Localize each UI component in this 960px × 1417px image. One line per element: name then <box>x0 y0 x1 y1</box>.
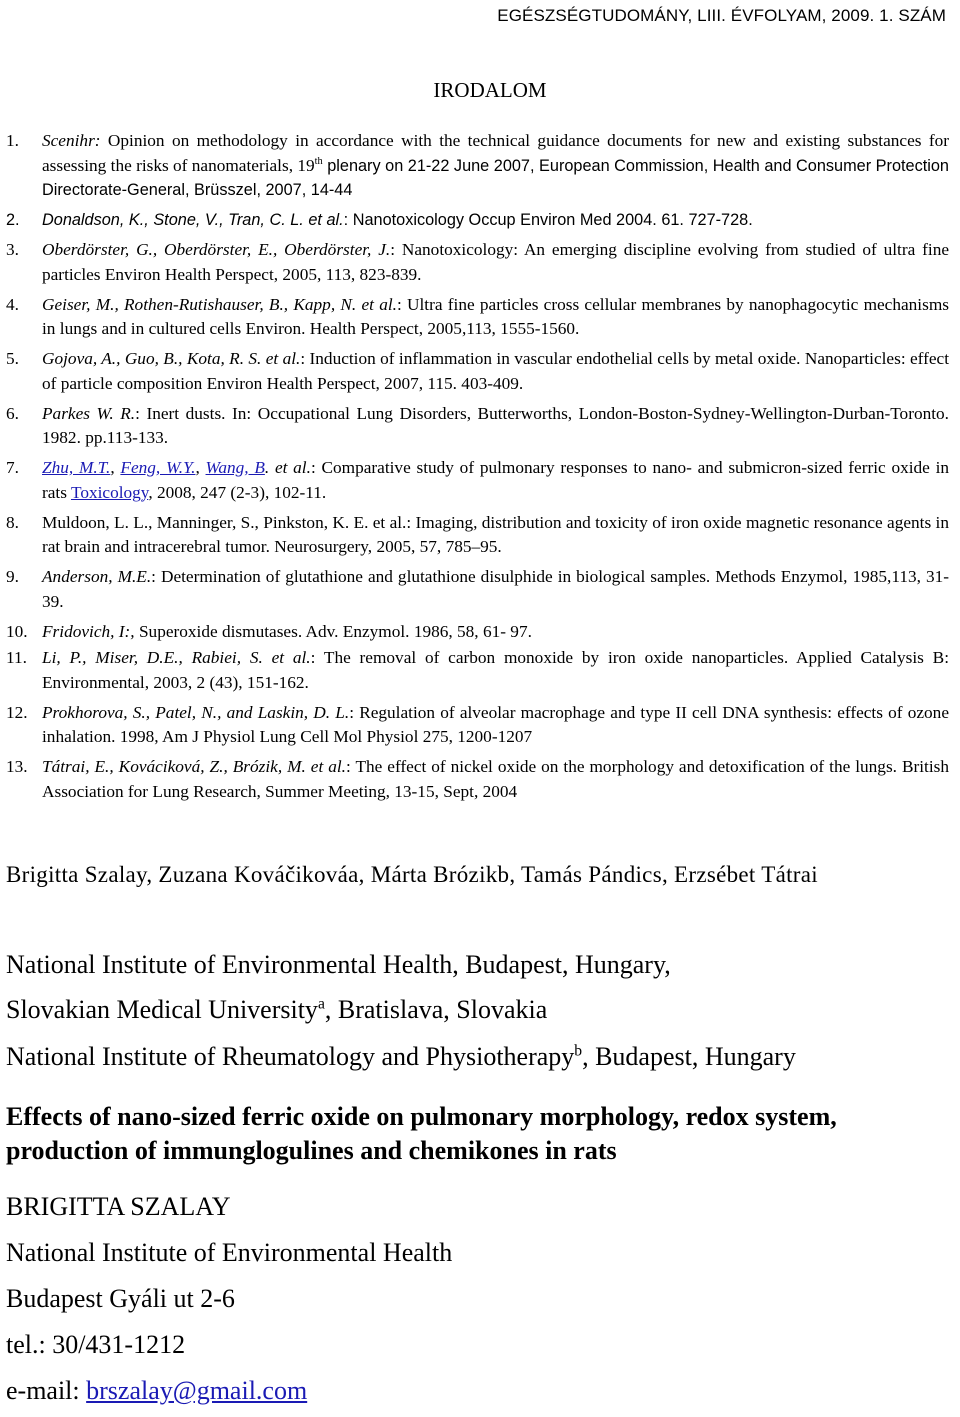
superscript: b <box>574 1042 583 1060</box>
email-label: e-mail: <box>6 1376 87 1405</box>
reference-text: plenary on 21-22 June 2007, European Commission, Health and Consumer Protection Directorate-General, Brüsszel, 2007, 14-44 <box>42 156 949 199</box>
reference-text: Opinion on methodology in accordance with the technical guidance documents for new and existing substances for assessing the risks of nanomaterials, 19 <box>42 131 949 175</box>
contact-phone: tel.: 30/431-1212 <box>6 1330 186 1359</box>
reference-text: , 2008, 247 (2-3), 102-11. <box>148 482 327 502</box>
reference-text: : Nanotoxicology Occup Environ Med 2004. 61. 727-728. <box>343 211 753 229</box>
author-link[interactable]: Feng, W.Y. <box>120 458 196 477</box>
reference-text: Muldoon, L. L., Manninger, S., Pinkston, K. E. et al.: Imaging, distribution and toxicity of iron oxide magnetic resonance agents in rat brain and intracerebral tumor. Neurosurgery, 2005, 57, 785–95. <box>42 512 949 556</box>
reference-item <box>6 755 949 804</box>
superscript: th <box>314 155 323 167</box>
reference-authors: Donaldson, K., Stone, V., Tran, C. L. et al. <box>42 211 344 229</box>
reference-authors: . et al. <box>264 458 311 477</box>
reference-number: 6. <box>6 403 19 423</box>
reference-number: 7. <box>6 458 19 477</box>
reference-number: 9. <box>6 567 19 586</box>
separator: , <box>195 458 206 477</box>
contact-email <box>6 1376 307 1406</box>
reference-text: : Determination of glutathione and glutathione disulphide in biological samples. Methods Enzymol, 1985,113, 31-39. <box>42 567 949 611</box>
reference-number: 1. <box>6 131 19 150</box>
reference-authors: Anderson, M.E. <box>42 567 152 586</box>
reference-number: 5. <box>6 349 19 368</box>
contact-address: Budapest Gyáli ut 2-6 <box>6 1284 235 1313</box>
paper-title: Effects of nano-sized ferric oxide on pulmonary morphology, redox system, production of immunglogulines and chemikones in rats <box>6 1102 837 1165</box>
affiliation-text: National Institute of Environmental Health, Budapest, Hungary, <box>6 950 671 979</box>
reference-item <box>6 208 949 233</box>
reference-number: 13. <box>6 757 28 776</box>
separator: , <box>110 458 121 477</box>
affiliation <box>6 950 671 980</box>
reference-number: 10. <box>6 621 28 641</box>
author-link[interactable]: Zhu, M.T. <box>42 458 111 477</box>
affiliation-text: Slovakian Medical University <box>6 995 318 1024</box>
reference-text: : Regulation of alveolar macrophage and type II cell DNA synthesis: effects of ozone inhalation. 1998, Am J Physiol Lung Cell Mol Physiol 275, 1200-1207 <box>42 702 949 746</box>
email-link[interactable]: brszalay@gmail.com <box>86 1376 308 1405</box>
author-list: Brigitta Szalay, Zuzana Kováčikováa, Márta Brózikb, Tamás Pándics, Erzsébet Tátrai <box>6 862 818 887</box>
reference-item <box>6 456 949 505</box>
reference-authors: Prokhorova, S., Patel, N., and Laskin, D. L. <box>42 702 350 722</box>
reference-authors: Fridovich, I:, <box>42 621 135 641</box>
reference-text: : The removal of carbon monoxide by iron oxide nanoparticles. Applied Catalysis B: Environmental, 2003, 2 (43), 151-162. <box>42 648 950 692</box>
reference-item <box>6 347 949 396</box>
reference-authors: Parkes W. R. <box>42 403 136 423</box>
reference-item <box>6 646 949 695</box>
affiliation-text: , Budapest, Hungary <box>582 1042 796 1071</box>
reference-number: 11. <box>6 648 27 667</box>
reference-number: 4. <box>6 294 19 314</box>
running-header: EGÉSZSÉGTUDOMÁNY, LIII. ÉVFOLYAM, 2009. 1. SZÁM <box>497 6 946 25</box>
reference-text: : Ultra fine particles cross cellular membranes by nanophagocytic mechanisms in lungs and in cultured cells Environ. Health Perspect, 2005,113, 1555-1560. <box>42 294 949 338</box>
reference-item <box>6 402 949 451</box>
reference-item <box>6 511 949 560</box>
reference-number: 2. <box>6 211 20 229</box>
reference-item <box>6 293 949 342</box>
contact-name: BRIGITTA SZALAY <box>6 1192 231 1221</box>
reference-authors: Li, P., Miser, D.E., Rabiei, S. et al. <box>42 648 311 667</box>
journal-link[interactable]: Toxicology <box>70 482 149 502</box>
reference-number: 12. <box>6 702 28 722</box>
reference-authors: Oberdörster, G., Oberdörster, E., Oberdörster, J. <box>42 240 391 259</box>
superscript: a <box>317 995 325 1013</box>
reference-text: : Nanotoxicology: An emerging discipline evolving from studied of ultra fine particles Environ Health Perspect, 2005, 113, 823-839. <box>42 240 950 284</box>
affiliation <box>6 1042 796 1072</box>
reference-authors: Tátrai, E., Kováciková, Z., Brózik, M. et al. <box>42 757 347 776</box>
reference-text: : The effect of nickel oxide on the morphology and detoxification of the lungs. British Association for Lung Research, Summer Meeting, 13-15, Sept, 2004 <box>42 757 949 801</box>
reference-item <box>6 565 949 614</box>
reference-text: : Inert dusts. In: Occupational Lung Disorders, Butterworths, London-Boston-Sydney-Wellington-Durban-Toronto. 1982. pp.113-133. <box>42 403 950 447</box>
reference-list <box>6 129 949 810</box>
reference-item <box>6 620 949 645</box>
affiliation-text: National Institute of Rheumatology and Physiotherapy <box>6 1042 575 1071</box>
reference-text: : Comparative study of pulmonary responses to nano- and submicron-sized ferric oxide in rats <box>42 458 950 502</box>
reference-text: : Induction of inflammation in vascular endothelial cells by metal oxide. Nanoparticles: effect of particle composition Environ Health Perspect, 2007, 115. 403-409. <box>42 349 950 393</box>
affiliation <box>6 995 547 1025</box>
contact-institute: National Institute of Environmental Health <box>6 1238 453 1267</box>
section-title: IRODALOM <box>433 78 547 102</box>
affiliation-text: , Bratislava, Slovakia <box>324 995 548 1024</box>
reference-authors: Scenihr: <box>42 131 101 150</box>
reference-item <box>6 701 949 750</box>
reference-item <box>6 238 949 287</box>
reference-authors: Gojova, A., Guo, B., Kota, R. S. et al. <box>42 349 301 368</box>
reference-authors: Geiser, M., Rothen-Rutishauser, B., Kapp, N. et al. <box>42 294 397 314</box>
reference-text: Superoxide dismutases. Adv. Enzymol. 1986, 58, 61- 97. <box>134 621 532 641</box>
author-link[interactable]: Wang, B <box>205 458 265 477</box>
reference-item <box>6 129 949 203</box>
reference-number: 8. <box>6 512 19 532</box>
reference-number: 3. <box>6 240 19 259</box>
